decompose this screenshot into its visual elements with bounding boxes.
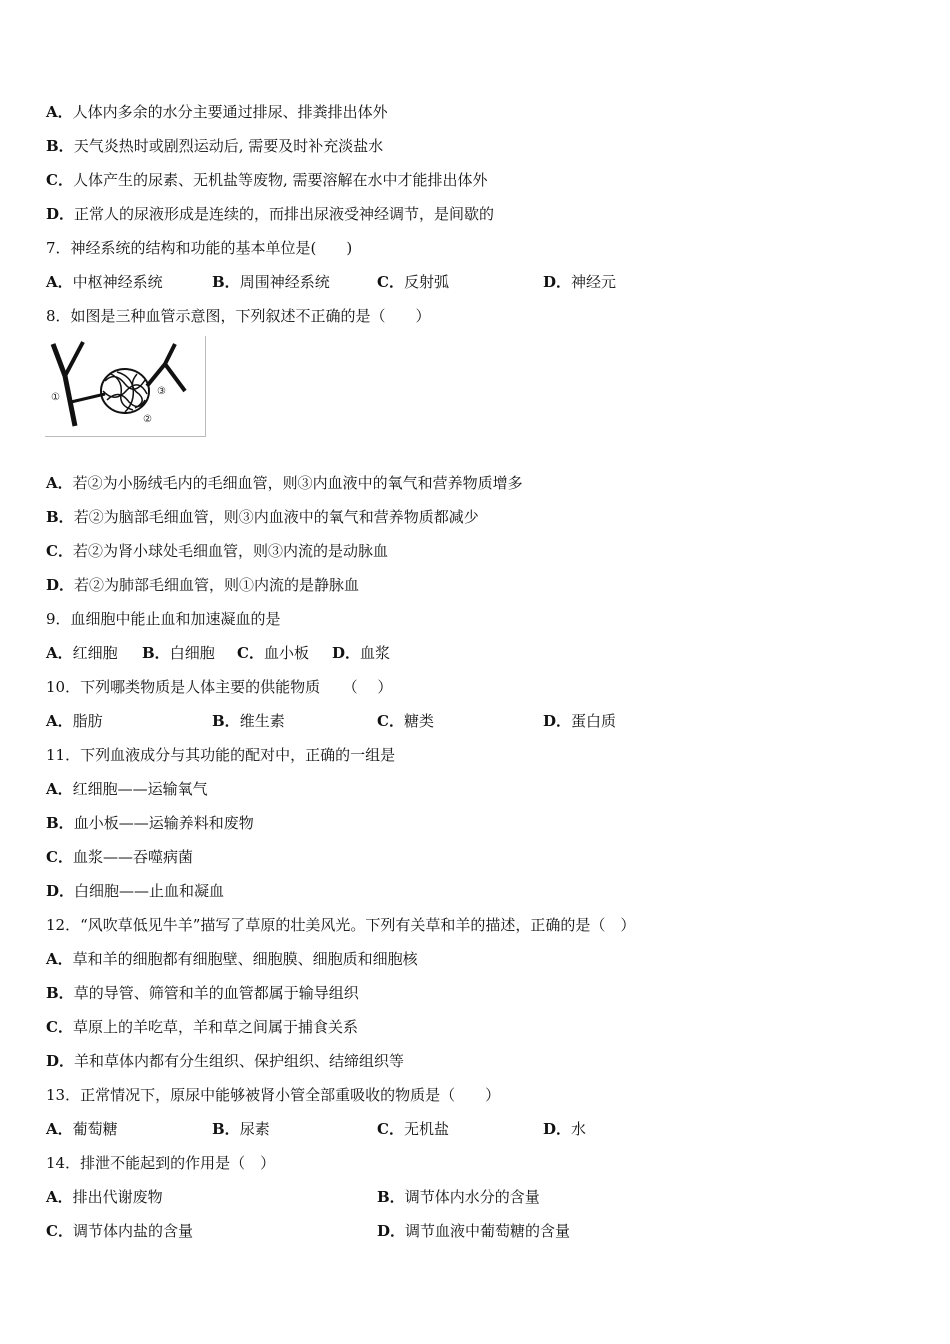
option-text: 糖类 [403,712,434,730]
q14-option-b [377,1187,540,1207]
option-text: 若②为肾小球处毛细血管，则③内流的是动脉血 [72,542,388,560]
option-letter: C． [46,542,73,560]
option-text: 红细胞 [72,644,118,662]
q13-option-a [46,1119,118,1139]
option-letter: B． [46,814,74,832]
option-text: 中枢神经系统 [72,273,163,291]
option-letter: B． [212,1120,240,1138]
option-letter: C． [46,171,73,189]
q8-option-a [46,473,523,493]
option-text: 脂肪 [72,712,103,730]
q11-option-d [46,881,224,901]
option-text: 草的导管、筛管和羊的血管都属于输导组织 [73,984,359,1002]
option-text: 血小板——运输养料和废物 [73,814,254,832]
q6-option-a [46,102,388,122]
q9-option-b [142,643,215,663]
option-letter: A． [46,950,73,968]
q10-option-b [212,711,285,731]
option-text: 血浆 [360,644,391,662]
option-letter: D． [46,1052,75,1070]
q12-option-c [46,1017,358,1037]
option-letter: D． [46,205,75,223]
q9-option-c [237,643,309,663]
option-letter: D． [543,273,572,291]
option-text: 若②为脑部毛细血管，则③内血液中的氧气和营养物质都减少 [73,508,479,526]
option-letter: C． [46,1018,73,1036]
q9-stem: 9．血细胞中能止血和加速凝血的是 [46,610,281,628]
q11-option-a [46,779,208,799]
q13-option-c [377,1119,449,1139]
q9-option-a [46,643,118,663]
option-letter: C． [237,644,264,662]
option-text: 正常人的尿液形成是连续的，而排出尿液受神经调节，是间歇的 [74,205,495,223]
option-text: 红细胞——运输氧气 [72,780,208,798]
option-letter: A． [46,712,73,730]
q6-option-c [46,170,488,190]
option-text: 若②为肺部毛细血管，则①内流的是静脉血 [74,576,360,594]
option-text: 白细胞——止血和凝血 [74,882,225,900]
q7-option-a [46,272,163,292]
option-text: 维生素 [239,712,285,730]
option-text: 调节体内盐的含量 [72,1222,193,1240]
option-text: 葡萄糖 [72,1120,118,1138]
q11-option-c [46,847,193,867]
option-text: 尿素 [239,1120,270,1138]
q10-option-d [543,711,616,731]
option-text: 羊和草体内都有分生组织、保护组织、结缔组织等 [74,1052,405,1070]
q10-stem: 10．下列哪类物质是人体主要的供能物质 （ ） [46,678,393,696]
q7-option-d [543,272,616,292]
option-letter: D． [46,882,75,900]
option-letter: A． [46,644,73,662]
option-letter: B． [46,137,74,155]
q14-option-a [46,1187,163,1207]
option-text: 草原上的羊吃草，羊和草之间属于捕食关系 [72,1018,358,1036]
option-text: 神经元 [571,273,617,291]
option-letter: A． [46,103,73,121]
option-text: 调节血液中葡萄糖的含量 [405,1222,571,1240]
option-letter: C． [46,1222,73,1240]
q11-option-b [46,813,254,833]
option-text: 周围神经系统 [239,273,330,291]
option-letter: B． [46,984,74,1002]
q14-option-c [46,1221,193,1241]
option-text: 无机盐 [403,1120,449,1138]
q13-option-d [543,1119,586,1139]
label-1: ① [51,392,60,403]
option-letter: B． [212,273,240,291]
option-letter: B． [212,712,240,730]
option-letter: C． [377,712,404,730]
q12-option-d [46,1051,404,1071]
q14-option-d [377,1221,570,1241]
option-letter: B． [142,644,170,662]
q8-stem: 8．如图是三种血管示意图，下列叙述不正确的是（ ） [46,307,431,325]
option-text: 人体产生的尿素、无机盐等废物, 需要溶解在水中才能排出体外 [72,171,488,189]
option-letter: C． [46,848,73,866]
q13-stem: 13．正常情况下，原尿中能够被肾小管全部重吸收的物质是（ ） [46,1086,501,1104]
q12-option-b [46,983,359,1003]
option-letter: A． [46,1188,73,1206]
q9-option-d [332,643,390,663]
q6-option-d [46,204,494,224]
option-text: 白细胞 [169,644,215,662]
q12-stem: 12．“风吹草低见牛羊”描写了草原的壮美风光。下列有关草和羊的描述，正确的是（ ） [46,916,636,934]
blood-vessel-diagram [45,336,205,436]
option-text: 血浆——吞噬病菌 [72,848,193,866]
blood-vessel-figure [45,336,206,437]
option-letter: B． [377,1188,405,1206]
q7-option-b [212,272,330,292]
option-letter: A． [46,780,73,798]
option-text: 反射弧 [403,273,449,291]
q10-option-c [377,711,434,731]
option-letter: A． [46,273,73,291]
q7-stem: 7．神经系统的结构和功能的基本单位是( ) [46,239,353,257]
q8-option-b [46,507,479,527]
option-letter: A． [46,474,73,492]
option-text: 天气炎热时或剧烈运动后, 需要及时补充淡盐水 [73,137,384,155]
label-2: ② [143,414,152,425]
label-3: ③ [157,386,166,397]
q10-option-a [46,711,103,731]
option-letter: D． [46,576,75,594]
option-letter: B． [46,508,74,526]
option-text: 调节体内水分的含量 [404,1188,540,1206]
option-letter: D． [332,644,361,662]
option-letter: C． [377,273,404,291]
option-text: 血小板 [263,644,309,662]
q7-option-c [377,272,449,292]
option-text: 若②为小肠绒毛内的毛细血管，则③内血液中的氧气和营养物质增多 [72,474,523,492]
option-text: 排出代谢废物 [72,1188,163,1206]
option-letter: C． [377,1120,404,1138]
q8-option-c [46,541,388,561]
option-text: 草和羊的细胞都有细胞壁、细胞膜、细胞质和细胞核 [72,950,418,968]
option-text: 水 [571,1120,587,1138]
option-letter: D． [543,712,572,730]
q8-option-d [46,575,359,595]
option-text: 蛋白质 [571,712,617,730]
q13-option-b [212,1119,270,1139]
option-letter: D． [377,1222,406,1240]
option-letter: D． [543,1120,572,1138]
option-text: 人体内多余的水分主要通过排尿、排粪排出体外 [72,103,388,121]
q12-option-a [46,949,418,969]
q14-stem: 14．排泄不能起到的作用是（ ） [46,1154,276,1172]
option-letter: A． [46,1120,73,1138]
q6-option-b [46,136,383,156]
q11-stem: 11．下列血液成分与其功能的配对中，正确的一组是 [46,746,396,764]
